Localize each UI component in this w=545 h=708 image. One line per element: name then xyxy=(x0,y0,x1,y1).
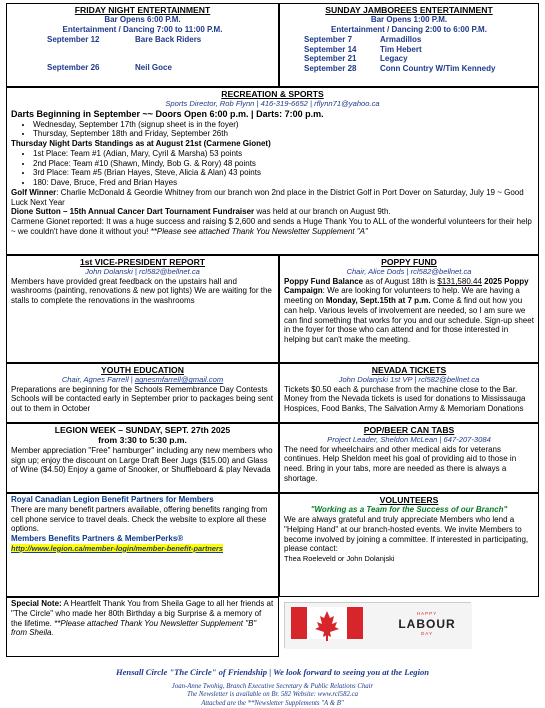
friday-title: FRIDAY NIGHT ENTERTAINMENT xyxy=(74,5,211,15)
poppy-contact: Chair, Alice Dods | rcl582@bellnet.ca xyxy=(346,267,472,277)
sunday-event xyxy=(284,64,534,74)
legion-time: from 3:30 to 5:30 p.m. xyxy=(98,435,187,446)
sunday-event-act: Tim Hebert xyxy=(380,44,422,54)
labour-day: DAY xyxy=(420,631,434,637)
rec-darts: Darts Beginning in September ~~ Doors Open 6:00 p.m. | Darts: 7:00 p.m. xyxy=(11,108,324,119)
vp-contact: John Dolanski | rcl582@bellnet.ca xyxy=(85,267,200,277)
standing-item: • 1st Place: Team #1 (Adian, Mary, Cyril & Marsha) 53 points xyxy=(33,149,534,159)
pop-beer-tabs-box xyxy=(279,423,539,493)
rec-standings-list xyxy=(11,149,534,188)
dione-label: Dione Sutton – 15th Annual Cancer Dart Tournament Fundraiser xyxy=(11,207,255,217)
nevada-contact: John Dolanjski 1st VP | rcl582@bellnet.ca xyxy=(338,375,480,385)
friday-event-act: Neil Goce xyxy=(135,62,172,72)
sunday-ent: Entertainment / Dancing 2:00 to 6:00 P.M. xyxy=(331,25,487,35)
friday-ent: Entertainment / Dancing 7:00 to 11:00 P.M. xyxy=(62,25,223,35)
friday-event-date: September 12 xyxy=(47,34,100,44)
poppy-campaign: : We are looking for volunteers to help. We are having a meeting on xyxy=(284,286,520,306)
sunday-bar: Bar Opens 1:00 P.M. xyxy=(370,15,448,25)
footer-secretary: Joan-Anne Twohig, Branch Executive Secretary & Public Relations Chair xyxy=(171,683,374,690)
volunteers-box xyxy=(279,493,539,597)
benefit-partners-box xyxy=(6,493,279,597)
volunteers-contact: Thea Roeleveld or John Dolanjski xyxy=(284,554,395,564)
carmene-text: Carmene Gionet reported: It was a huge success and raising $ 2,600 and sends a Huge Thank You to ALL of the wonderful volunteers for their help ~ we couldn't have done it without you! xyxy=(11,217,532,236)
vp-title: 1st VICE-PRESIDENT REPORT xyxy=(79,257,206,267)
poppy-balance-mid: as of August 18th is xyxy=(363,276,438,286)
friday-event-date: September 26 xyxy=(47,62,100,72)
poppy-balance-label: Poppy Fund Balance xyxy=(284,276,364,286)
sunday-event xyxy=(284,45,534,55)
labour-day-image xyxy=(284,602,471,648)
youth-contact-pre: Chair, Agnes Farrell | xyxy=(61,375,135,385)
special-text: A Heartfelt Thank You from Sheila Gage to all her friends at "The Circle" who made her 80th Birthday a big Surprise & a memory of the lifetime. xyxy=(11,599,274,628)
poppy-text xyxy=(284,277,534,345)
dione-text: was held at our branch on August 9th. xyxy=(254,207,391,217)
friday-event xyxy=(11,63,274,73)
sunday-event xyxy=(284,35,534,45)
golf-text: : Charlie McDonald & Geordie Whitney from our branch won 2nd place in the District Golf in Port Dover on Saturday, July 19 ~ Good Luck Next Year xyxy=(11,187,524,207)
popbeer-text: The need for wheelchairs and other medical aids for veterans continues. Help Sheldon meet his goal of providing aid to those in need. Bring in your tabs, more are needed as there is always a shortage. xyxy=(284,444,517,483)
partners-title: Royal Canadian Legion Benefit Partners for Members xyxy=(11,495,214,504)
popbeer-contact: Project Leader, Sheldon McLean | 647-207-3084 xyxy=(327,435,491,445)
special-note-box xyxy=(6,597,279,657)
sunday-event-date: September 28 xyxy=(304,64,357,74)
rec-wednesday: • Wednesday, September 17th (signup sheet is in the foyer) xyxy=(33,120,534,130)
labour-text xyxy=(389,611,465,637)
sunday-event-act: Conn Country W/Tim Kennedy xyxy=(380,64,496,74)
sunday-event-date: September 14 xyxy=(304,44,357,54)
special-note-text: **Please attached Thank You Newsletter Supplement "B" from Sheila. xyxy=(11,618,257,638)
golf-label: Golf Winner xyxy=(11,187,57,197)
sunday-event-act: Legacy xyxy=(380,54,408,64)
nevada-title: NEVADA TICKETS xyxy=(371,365,447,375)
vp-text: Members have provided great feedback on the upstairs hall and washrooms (painting, renovations & new pot lights) We are waiting for the stalls to complete the renovations in the washrooms xyxy=(11,276,272,306)
rec-title: RECREATION & SPORTS xyxy=(221,89,324,99)
youth-email-link[interactable]: agnesmfarrell@gmail.com xyxy=(134,375,224,385)
poppy-title: POPPY FUND xyxy=(381,257,437,267)
footer-tagline: Hensall Circle "The Circle" of Friendship | We look forward to seeing you at the Legion xyxy=(115,667,430,677)
youth-title: YOUTH EDUCATION xyxy=(101,365,184,375)
rec-dione xyxy=(11,207,534,217)
sunday-event-act: Armadillos xyxy=(380,34,422,44)
special-label: Special Note: xyxy=(11,599,62,608)
partners-url-link[interactable]: http://www.legion.ca/member-login/member-benefit-partners xyxy=(11,543,224,553)
carmene-note: **Please see attached Thank You Newsletter Supplement "A" xyxy=(150,226,368,236)
sunday-event xyxy=(284,54,534,64)
sunday-jamborees-box xyxy=(279,3,539,87)
footer-attached: Attached are the **Newsletter Supplements "A & B" xyxy=(201,700,344,707)
legion-text: Member appreciation "Free" hamburger" including any new members who sign up; enjoy the discount on Large Draft Beer Jugs ($15.00) and Glass of Wine ($4.50) Enjoy a game of Snooker, or Shuffleboard & play Nevada xyxy=(11,445,273,475)
labour-happy: HAPPY xyxy=(416,611,438,616)
recreation-sports-box xyxy=(6,87,539,255)
poppy-meeting: Monday, Sept.15th at 7 p.m. xyxy=(325,296,431,306)
rec-golf xyxy=(11,188,534,208)
friday-event xyxy=(11,35,274,45)
volunteers-title: VOLUNTEERS xyxy=(379,495,439,505)
standing-item: • 180: Dave, Bruce, Fred and Brian Hayes xyxy=(33,178,534,188)
rec-director: Sports Director, Rob Flynn | 416-319-6652 | rflynn71@yahoo.ca xyxy=(165,99,380,109)
sunday-title: SUNDAY JAMBOREES ENTERTAINMENT xyxy=(325,5,493,15)
volunteers-text: We are always grateful and truly appreciate Members who lend a "Helping Hand" at our branch-hosted events. We invite Members to become involved by joining a committee. If interested in participating, please contact: xyxy=(284,515,529,554)
standing-item: • 3rd Place: Team #5 (Brian Hayes, Steve, Alicia & Alan) 43 points xyxy=(33,168,534,178)
legion-week-box xyxy=(6,423,279,493)
friday-bar: Bar Opens 6:00 P.M. xyxy=(104,15,181,25)
special-note xyxy=(11,599,274,638)
poppy-rest: Come & find out how you can help. Various levels of involvement are needed, so I am sure we can find something that works for you and our schedule. Sign-up sheet in the foyer for those who can attend and for those interested in helping but can't make the meeting. xyxy=(284,296,534,345)
friday-event-act: Bare Back Riders xyxy=(135,34,202,44)
nevada-text: Tickets $0.50 each & purchase from the machine close to the Bar. Money from the Nevada tickets is used for donations to Mississauga Hospices, Food Banks, The Salvation Army & Memoriam Donations xyxy=(284,384,526,414)
partners-text: There are many benefit partners available, offering benefits ranging from cell phone service to travel deals. Check the website to explore all these options. xyxy=(11,504,268,534)
sunday-event-date: September 7 xyxy=(304,34,353,44)
poppy-fund-box xyxy=(279,255,539,363)
vice-president-box xyxy=(6,255,279,363)
volunteers-slogan: "Working as a Team for the Success of our Branch" xyxy=(310,505,508,515)
rec-standings-title: Thursday Night Darts Standings as at August 21st (Carmene Gionet) xyxy=(11,139,271,149)
popbeer-title: POP/BEER CAN TABS xyxy=(363,425,455,435)
labour-word: LABOUR xyxy=(398,616,456,631)
youth-contact xyxy=(11,375,274,384)
legion-title: LEGION WEEK – SUNDAY, SEPT. 27th 2025 xyxy=(54,425,231,435)
youth-education-box xyxy=(6,363,279,423)
rec-thursday: • Thursday, September 18th and Friday, September 26th xyxy=(33,129,534,139)
partners-label: Members Benefits Partners & MemberPerks® xyxy=(11,534,184,543)
sunday-event-date: September 21 xyxy=(304,54,357,64)
rec-carmene xyxy=(11,217,534,237)
footer-website: The Newsletter is available on Br. 582 Website: www.rcl582.ca xyxy=(187,691,358,698)
rec-darts-days xyxy=(11,120,534,140)
poppy-balance: $131,580.44 xyxy=(437,276,482,286)
friday-entertainment-box xyxy=(6,3,279,87)
nevada-tickets-box xyxy=(279,363,539,423)
poppy-campaign-label: 2025 Poppy Campaign xyxy=(284,276,529,296)
youth-text: Preparations are beginning for the Schools Remembrance Day Contests Schools will be contacted early in September prior to packages being sent out to them in October xyxy=(11,384,273,414)
standing-item: • 2nd Place: Team #10 (Shawn, Mindy, Bob G. & Rory) 48 points xyxy=(33,159,534,169)
